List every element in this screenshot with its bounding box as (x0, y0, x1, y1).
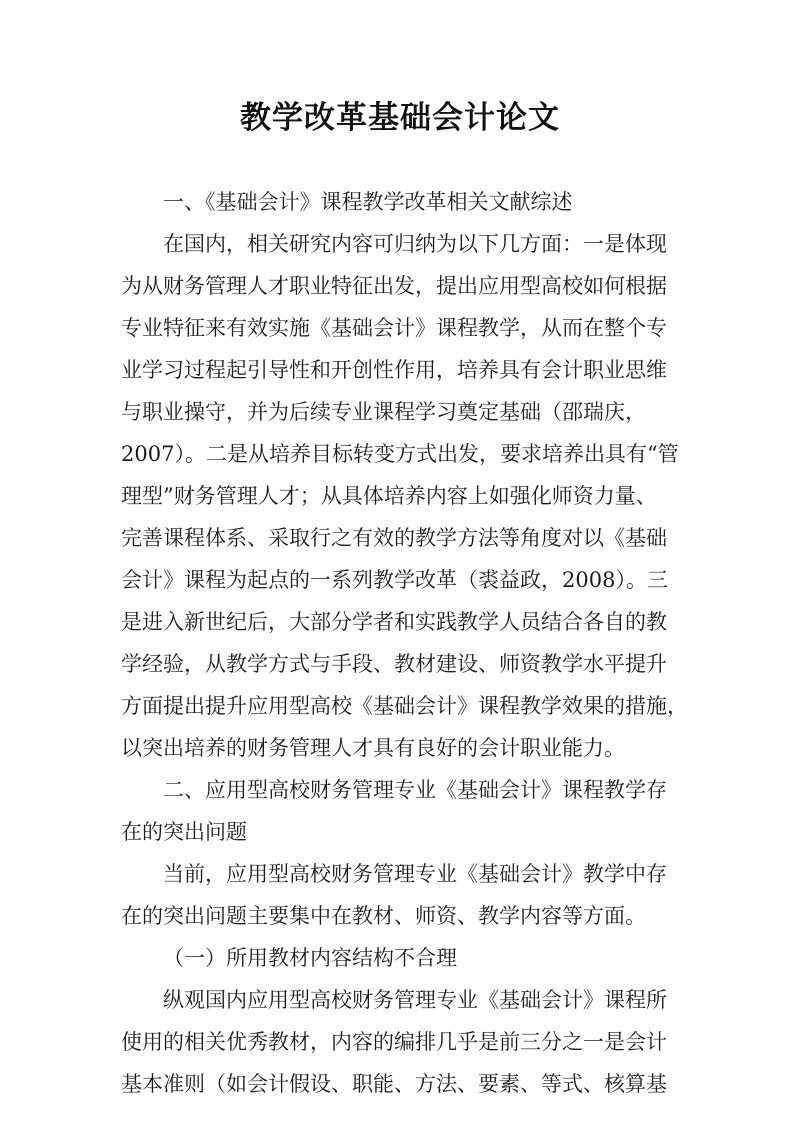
paragraph-line: 在国内，相关研究内容可归纳为以下几方面：一是体现 (163, 232, 667, 256)
paragraph-line: 使用的相关优秀教材，内容的编排几乎是前三分之一是会计 (121, 1030, 667, 1054)
paragraph-line: 基本准则（如会计假设、职能、方法、要素、等式、核算基 (121, 1072, 667, 1096)
paragraph-line: 专业特征来有效实施《基础会计》课程教学，从而在整个专 (121, 316, 667, 340)
subsection-heading-1: （一）所用教材内容结构不合理 (163, 946, 457, 970)
section-heading-1: 一、《基础会计》课程教学改革相关文献综述 (163, 190, 573, 214)
paragraph-line: 2007）。二是从培养目标转变方式出发，要求培养出具有“管 (121, 442, 679, 466)
section-heading-2-cont: 在的突出问题 (121, 820, 247, 844)
section-heading-2: 二、应用型高校财务管理专业《基础会计》课程教学存 (163, 778, 667, 802)
paragraph-line: 为从财务管理人才职业特征出发，提出应用型高校如何根据 (121, 274, 667, 298)
paragraph-line: 在的突出问题主要集中在教材、师资、教学内容等方面。 (121, 904, 646, 928)
paragraph-line: 以突出培养的财务管理人才具有良好的会计职业能力。 (121, 736, 625, 760)
paragraph-line: 方面提出提升应用型高校《基础会计》课程教学效果的措施， (121, 694, 688, 718)
paragraph-line: 是进入新世纪后，大部分学者和实践教学人员结合各自的教 (121, 610, 667, 634)
paragraph-line: 纵观国内应用型高校财务管理专业《基础会计》课程所 (163, 988, 667, 1012)
paragraph-line: 学经验，从教学方式与手段、教材建设、师资教学水平提升 (121, 652, 667, 676)
paragraph-line: 理型”财务管理人才；从具体培养内容上如强化师资力量、 (121, 484, 657, 508)
paragraph-line: 与职业操守，并为后续专业课程学习奠定基础（邵瑞庆， (121, 400, 646, 424)
paragraph-line: 业学习过程起引导性和开创性作用，培养具有会计职业思维 (121, 358, 667, 382)
document-title: 教学改革基础会计论文 (240, 100, 560, 136)
paragraph-line: 完善课程体系、采取行之有效的教学方法等角度对以《基础 (121, 526, 667, 550)
paragraph-line: 当前，应用型高校财务管理专业《基础会计》教学中存 (163, 862, 667, 886)
paragraph-line: 会计》课程为起点的一系列教学改革（裘益政，2008）。三 (121, 568, 668, 592)
